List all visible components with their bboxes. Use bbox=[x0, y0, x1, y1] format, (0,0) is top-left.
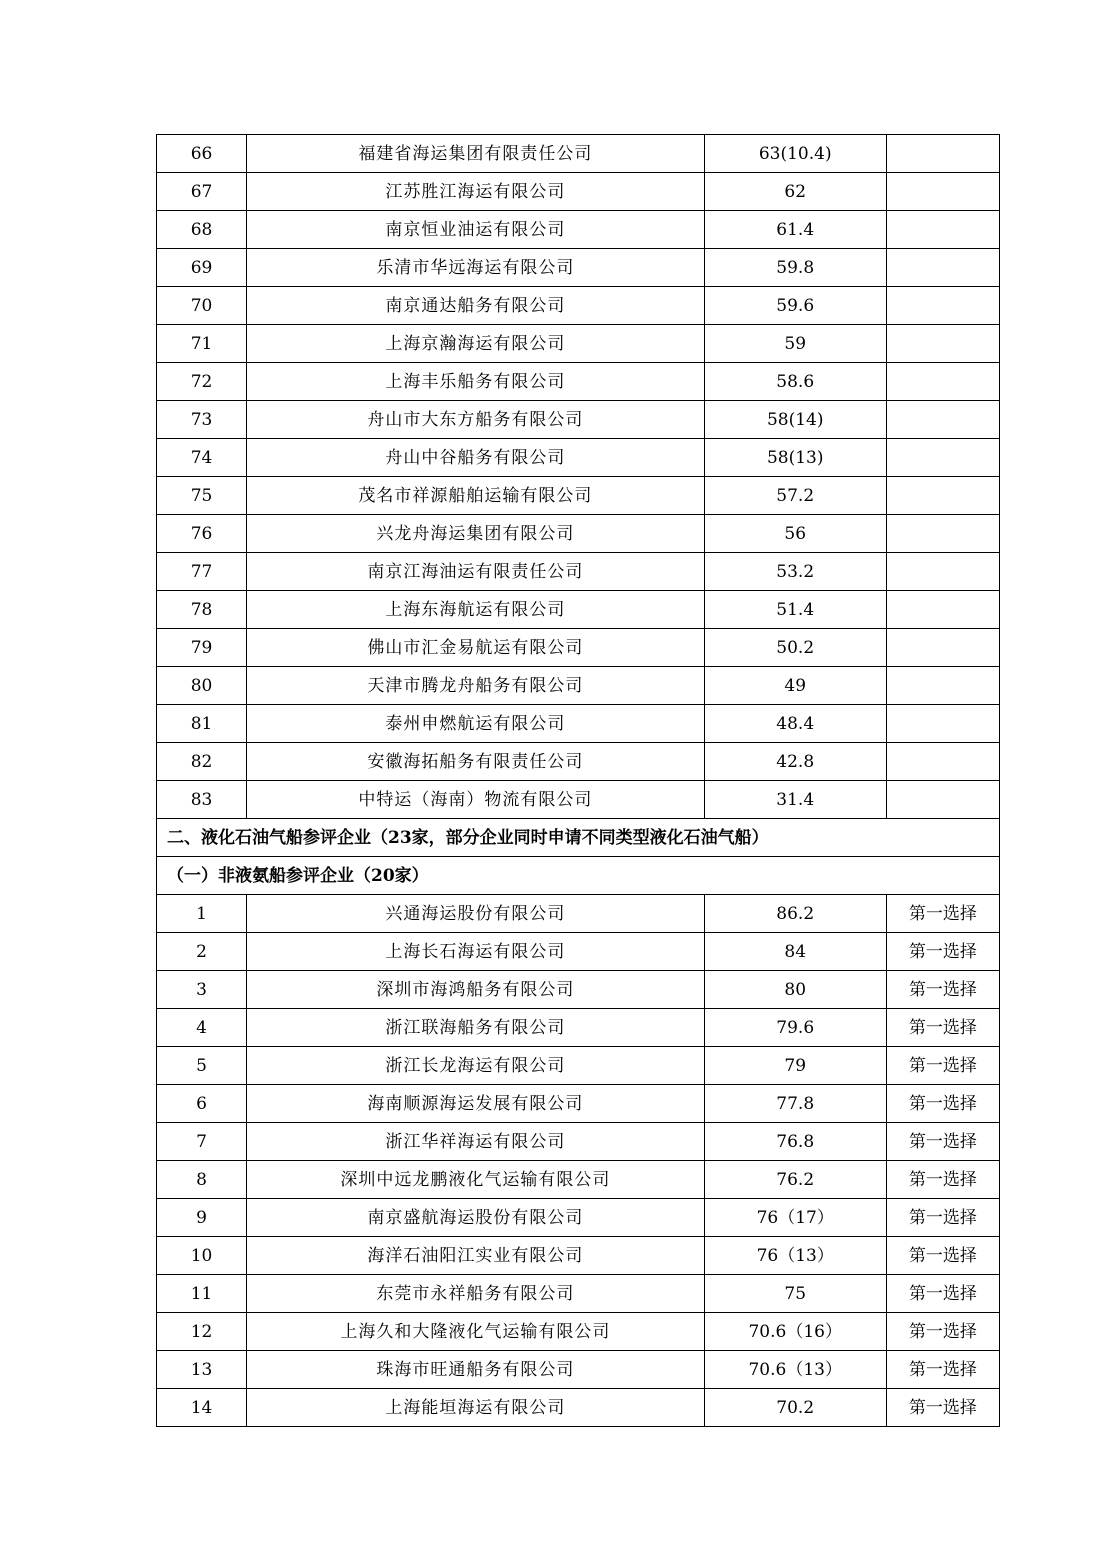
table-row bbox=[157, 1389, 1000, 1427]
row-number-cell: 11 bbox=[157, 1275, 247, 1313]
remark-cell: 第一选择 bbox=[886, 1199, 999, 1237]
row-number-cell: 78 bbox=[157, 591, 247, 629]
company-name-cell: 浙江长龙海运有限公司 bbox=[247, 1047, 705, 1085]
score-cell: 56 bbox=[704, 515, 886, 553]
score-cell: 79 bbox=[704, 1047, 886, 1085]
score-cell: 75 bbox=[704, 1275, 886, 1313]
row-number-cell: 74 bbox=[157, 439, 247, 477]
row-number-cell: 77 bbox=[157, 553, 247, 591]
company-name-cell: 上海丰乐船务有限公司 bbox=[247, 363, 705, 401]
remark-cell bbox=[886, 439, 999, 477]
company-name-cell: 茂名市祥源船舶运输有限公司 bbox=[247, 477, 705, 515]
company-name-cell: 佛山市汇金易航运有限公司 bbox=[247, 629, 705, 667]
table-row bbox=[157, 439, 1000, 477]
remark-cell: 第一选择 bbox=[886, 1351, 999, 1389]
score-cell: 84 bbox=[704, 933, 886, 971]
row-number-cell: 8 bbox=[157, 1161, 247, 1199]
row-number-cell: 81 bbox=[157, 705, 247, 743]
table-row bbox=[157, 1313, 1000, 1351]
remark-cell bbox=[886, 781, 999, 819]
remark-cell bbox=[886, 591, 999, 629]
score-cell: 58.6 bbox=[704, 363, 886, 401]
row-number-cell: 68 bbox=[157, 211, 247, 249]
section-header-row bbox=[157, 819, 1000, 857]
table-row bbox=[157, 363, 1000, 401]
table-row bbox=[157, 1237, 1000, 1275]
row-number-cell: 83 bbox=[157, 781, 247, 819]
company-name-cell: 南京通达船务有限公司 bbox=[247, 287, 705, 325]
row-number-cell: 10 bbox=[157, 1237, 247, 1275]
row-number-cell: 9 bbox=[157, 1199, 247, 1237]
score-cell: 79.6 bbox=[704, 1009, 886, 1047]
score-cell: 48.4 bbox=[704, 705, 886, 743]
score-cell: 49 bbox=[704, 667, 886, 705]
remark-cell: 第一选择 bbox=[886, 1275, 999, 1313]
company-name-cell: 海南顺源海运发展有限公司 bbox=[247, 1085, 705, 1123]
table-row bbox=[157, 1351, 1000, 1389]
table-row bbox=[157, 1199, 1000, 1237]
remark-cell bbox=[886, 629, 999, 667]
remark-cell bbox=[886, 325, 999, 363]
row-number-cell: 6 bbox=[157, 1085, 247, 1123]
row-number-cell: 13 bbox=[157, 1351, 247, 1389]
company-name-cell: 南京江海油运有限责任公司 bbox=[247, 553, 705, 591]
company-name-cell: 泰州申燃航运有限公司 bbox=[247, 705, 705, 743]
score-cell: 53.2 bbox=[704, 553, 886, 591]
company-name-cell: 浙江联海船务有限公司 bbox=[247, 1009, 705, 1047]
score-cell: 63(10.4) bbox=[704, 135, 886, 173]
table-row bbox=[157, 1085, 1000, 1123]
row-number-cell: 70 bbox=[157, 287, 247, 325]
table-row bbox=[157, 743, 1000, 781]
score-cell: 62 bbox=[704, 173, 886, 211]
remark-cell bbox=[886, 173, 999, 211]
company-name-cell: 安徽海拓船务有限责任公司 bbox=[247, 743, 705, 781]
score-cell: 51.4 bbox=[704, 591, 886, 629]
table-row bbox=[157, 1161, 1000, 1199]
remark-cell: 第一选择 bbox=[886, 1161, 999, 1199]
row-number-cell: 12 bbox=[157, 1313, 247, 1351]
remark-cell bbox=[886, 363, 999, 401]
remark-cell bbox=[886, 249, 999, 287]
table-row bbox=[157, 249, 1000, 287]
row-number-cell: 66 bbox=[157, 135, 247, 173]
remark-cell: 第一选择 bbox=[886, 1237, 999, 1275]
row-number-cell: 82 bbox=[157, 743, 247, 781]
company-name-cell: 珠海市旺通船务有限公司 bbox=[247, 1351, 705, 1389]
company-name-cell: 浙江华祥海运有限公司 bbox=[247, 1123, 705, 1161]
table-row bbox=[157, 1275, 1000, 1313]
company-name-cell: 深圳市海鸿船务有限公司 bbox=[247, 971, 705, 1009]
company-name-cell: 福建省海运集团有限责任公司 bbox=[247, 135, 705, 173]
company-name-cell: 乐清市华远海运有限公司 bbox=[247, 249, 705, 287]
row-number-cell: 14 bbox=[157, 1389, 247, 1427]
score-cell: 57.2 bbox=[704, 477, 886, 515]
remark-cell: 第一选择 bbox=[886, 971, 999, 1009]
row-number-cell: 71 bbox=[157, 325, 247, 363]
row-number-cell: 2 bbox=[157, 933, 247, 971]
remark-cell bbox=[886, 477, 999, 515]
score-cell: 31.4 bbox=[704, 781, 886, 819]
remark-cell bbox=[886, 287, 999, 325]
row-number-cell: 76 bbox=[157, 515, 247, 553]
company-name-cell: 舟山市大东方船务有限公司 bbox=[247, 401, 705, 439]
company-name-cell: 南京盛航海运股份有限公司 bbox=[247, 1199, 705, 1237]
company-name-cell: 上海久和大隆液化气运输有限公司 bbox=[247, 1313, 705, 1351]
company-name-cell: 东莞市永祥船务有限公司 bbox=[247, 1275, 705, 1313]
score-cell: 58(13) bbox=[704, 439, 886, 477]
score-cell: 70.2 bbox=[704, 1389, 886, 1427]
row-number-cell: 3 bbox=[157, 971, 247, 1009]
table-row bbox=[157, 705, 1000, 743]
table-row bbox=[157, 553, 1000, 591]
score-cell: 86.2 bbox=[704, 895, 886, 933]
section-heading: （一）非液氨船参评企业（20家） bbox=[157, 857, 1000, 895]
company-name-cell: 上海京瀚海运有限公司 bbox=[247, 325, 705, 363]
remark-cell bbox=[886, 667, 999, 705]
company-name-cell: 江苏胜江海运有限公司 bbox=[247, 173, 705, 211]
remark-cell bbox=[886, 553, 999, 591]
remark-cell: 第一选择 bbox=[886, 933, 999, 971]
score-cell: 70.6（13） bbox=[704, 1351, 886, 1389]
row-number-cell: 73 bbox=[157, 401, 247, 439]
score-cell: 80 bbox=[704, 971, 886, 1009]
company-name-cell: 舟山中谷船务有限公司 bbox=[247, 439, 705, 477]
table-row bbox=[157, 781, 1000, 819]
table-row bbox=[157, 933, 1000, 971]
table-row bbox=[157, 591, 1000, 629]
remark-cell bbox=[886, 135, 999, 173]
score-cell: 58(14) bbox=[704, 401, 886, 439]
remark-cell bbox=[886, 401, 999, 439]
table-row bbox=[157, 515, 1000, 553]
score-cell: 76（13） bbox=[704, 1237, 886, 1275]
table-row bbox=[157, 667, 1000, 705]
table-row bbox=[157, 629, 1000, 667]
remark-cell: 第一选择 bbox=[886, 1085, 999, 1123]
table-row bbox=[157, 287, 1000, 325]
score-cell: 76（17） bbox=[704, 1199, 886, 1237]
section-heading: 二、液化石油气船参评企业（23家，部分企业同时申请不同类型液化石油气船） bbox=[157, 819, 1000, 857]
score-cell: 76.2 bbox=[704, 1161, 886, 1199]
remark-cell: 第一选择 bbox=[886, 1047, 999, 1085]
row-number-cell: 79 bbox=[157, 629, 247, 667]
remark-cell: 第一选择 bbox=[886, 1389, 999, 1427]
ranking-table-body bbox=[157, 135, 1000, 1427]
remark-cell bbox=[886, 705, 999, 743]
table-row bbox=[157, 135, 1000, 173]
table-row bbox=[157, 1009, 1000, 1047]
company-name-cell: 上海能垣海运有限公司 bbox=[247, 1389, 705, 1427]
row-number-cell: 4 bbox=[157, 1009, 247, 1047]
company-name-cell: 中特运（海南）物流有限公司 bbox=[247, 781, 705, 819]
table-row bbox=[157, 211, 1000, 249]
score-cell: 59 bbox=[704, 325, 886, 363]
row-number-cell: 80 bbox=[157, 667, 247, 705]
remark-cell bbox=[886, 515, 999, 553]
remark-cell bbox=[886, 211, 999, 249]
row-number-cell: 67 bbox=[157, 173, 247, 211]
table-row bbox=[157, 173, 1000, 211]
row-number-cell: 69 bbox=[157, 249, 247, 287]
row-number-cell: 1 bbox=[157, 895, 247, 933]
score-cell: 59.6 bbox=[704, 287, 886, 325]
remark-cell: 第一选择 bbox=[886, 1313, 999, 1351]
row-number-cell: 7 bbox=[157, 1123, 247, 1161]
score-cell: 70.6（16） bbox=[704, 1313, 886, 1351]
section-header-row bbox=[157, 857, 1000, 895]
table-row bbox=[157, 477, 1000, 515]
table-row bbox=[157, 1123, 1000, 1161]
company-name-cell: 上海长石海运有限公司 bbox=[247, 933, 705, 971]
company-name-cell: 兴龙舟海运集团有限公司 bbox=[247, 515, 705, 553]
table-row bbox=[157, 971, 1000, 1009]
row-number-cell: 72 bbox=[157, 363, 247, 401]
score-cell: 42.8 bbox=[704, 743, 886, 781]
table-row bbox=[157, 895, 1000, 933]
score-cell: 50.2 bbox=[704, 629, 886, 667]
remark-cell bbox=[886, 743, 999, 781]
row-number-cell: 75 bbox=[157, 477, 247, 515]
table-row bbox=[157, 401, 1000, 439]
remark-cell: 第一选择 bbox=[886, 895, 999, 933]
score-cell: 61.4 bbox=[704, 211, 886, 249]
table-row bbox=[157, 1047, 1000, 1085]
score-cell: 77.8 bbox=[704, 1085, 886, 1123]
company-name-cell: 海洋石油阳江实业有限公司 bbox=[247, 1237, 705, 1275]
score-cell: 59.8 bbox=[704, 249, 886, 287]
score-cell: 76.8 bbox=[704, 1123, 886, 1161]
remark-cell: 第一选择 bbox=[886, 1009, 999, 1047]
company-name-cell: 兴通海运股份有限公司 bbox=[247, 895, 705, 933]
ranking-table bbox=[156, 134, 1000, 1427]
row-number-cell: 5 bbox=[157, 1047, 247, 1085]
company-name-cell: 深圳中远龙鹏液化气运输有限公司 bbox=[247, 1161, 705, 1199]
company-name-cell: 上海东海航运有限公司 bbox=[247, 591, 705, 629]
remark-cell: 第一选择 bbox=[886, 1123, 999, 1161]
company-name-cell: 南京恒业油运有限公司 bbox=[247, 211, 705, 249]
table-row bbox=[157, 325, 1000, 363]
company-name-cell: 天津市腾龙舟船务有限公司 bbox=[247, 667, 705, 705]
